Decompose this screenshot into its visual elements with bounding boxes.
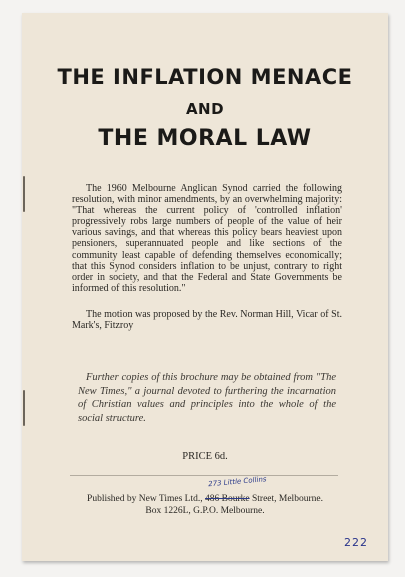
handwritten-address: 273 Little Collins — [207, 475, 267, 489]
publisher-line-2: Box 1226L, G.P.O. Melbourne. — [145, 506, 265, 516]
price-label: PRICE 6d. — [182, 451, 228, 462]
motion-paragraph: The motion was proposed by the Rev. Norman Hill, Vicar of St. Mark's, Fitzroy — [72, 309, 342, 332]
resolution-paragraph: The 1960 Melbourne Anglican Synod carried the following resolution, with minor amendments, by an overwhelming majority: "That whereas the current policy of 'controlled inflation' progressively robs large numbers of people of the value of heir various savings, and that whereas this policy bears heaviest upon pensioners, superannuated people and like sections of the community least capable of defending themselves economically; that this Synod considers inflation to be unjust, contrary to right order in society, and that the Federal and State Governments be informed of this resolution." — [72, 183, 342, 294]
staple-top — [23, 176, 25, 212]
title-line-2: AND — [185, 100, 225, 118]
brochure-cover — [22, 13, 388, 561]
publisher-line-1 — [22, 493, 388, 505]
title-line-1: THE INFLATION MENACE — [57, 65, 353, 89]
publisher-prefix: Published by New Times Ltd., — [87, 494, 203, 504]
publisher-suffix: Street, Melbourne. — [251, 494, 323, 504]
title-line-3: THE MORAL LAW — [98, 126, 312, 151]
copies-paragraph: Further copies of this brochure may be obtained from "The New Times," a journal devoted to furthering the incarnation of Christian values and principles into the whole of the social structure. — [78, 372, 336, 424]
staple-bottom — [23, 390, 25, 426]
handwritten-number: 222 — [344, 536, 368, 549]
struck-address: 486 Bourke — [205, 494, 250, 504]
